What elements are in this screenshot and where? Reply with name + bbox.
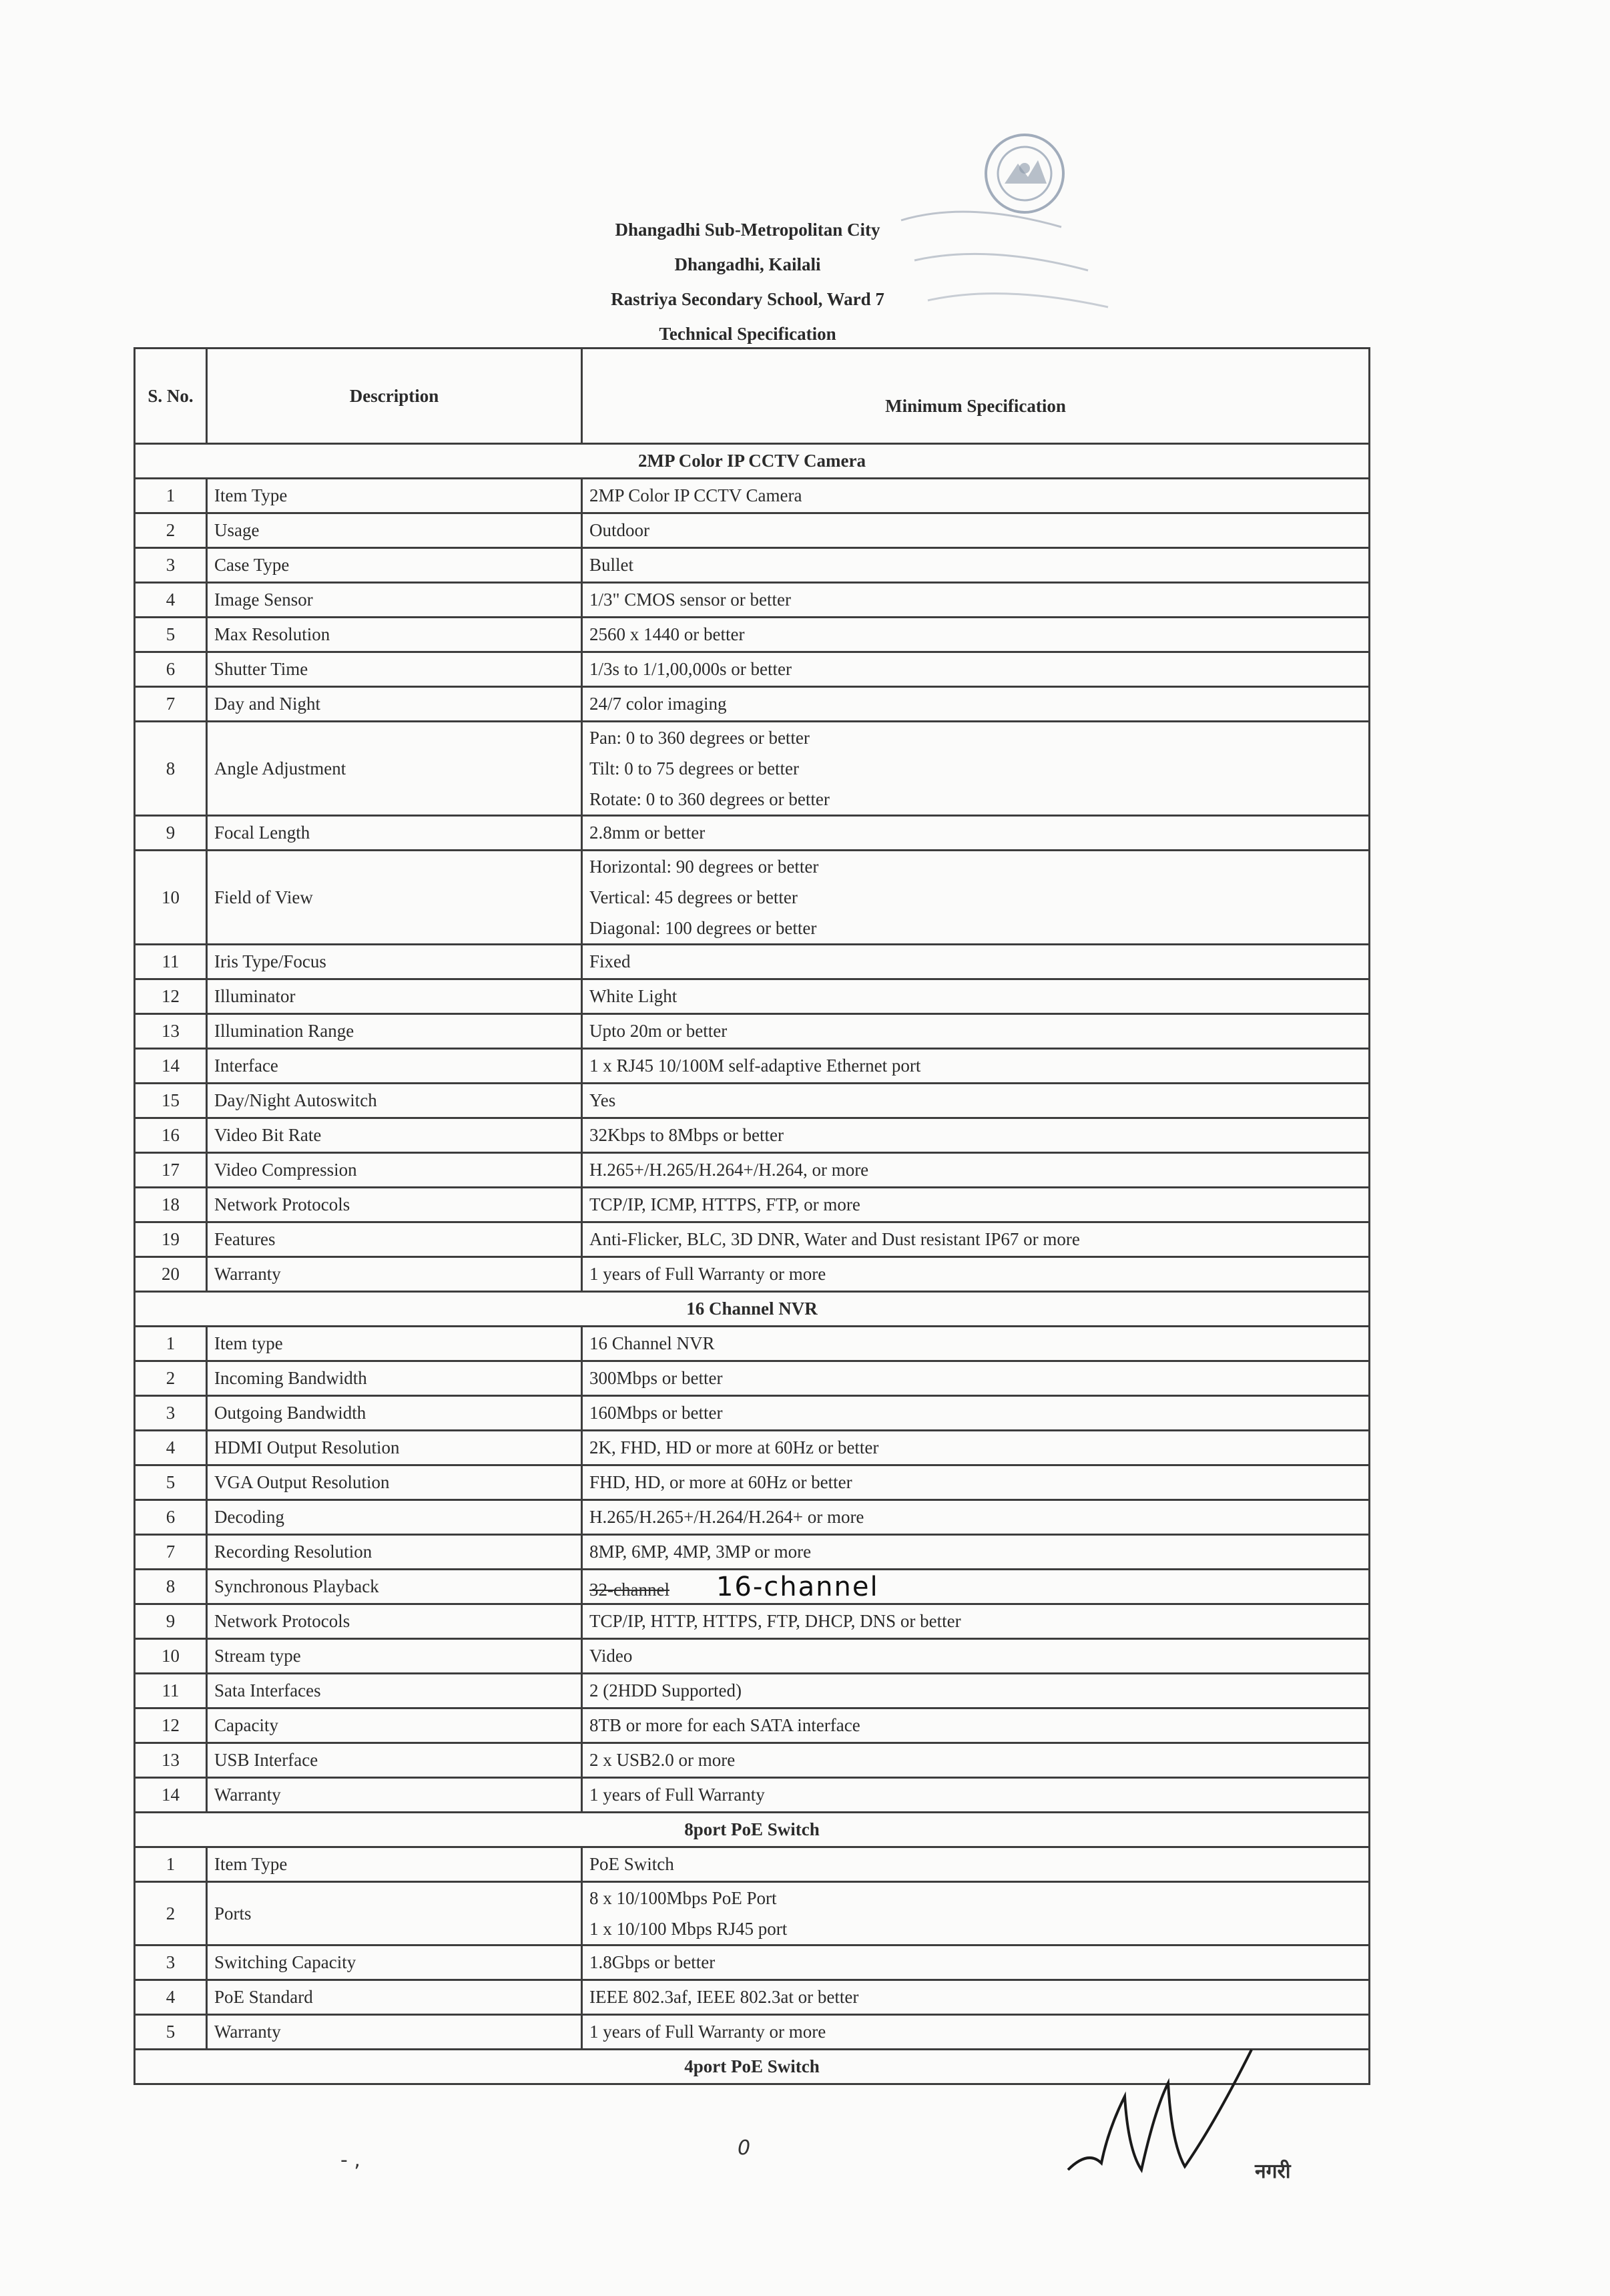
spec-cell: [582, 1882, 1370, 1945]
spec-line: Anti-Flicker, BLC, 3D DNR, Water and Dust resistant IP67 or more: [589, 1229, 1080, 1249]
column-header-description: Description: [207, 349, 582, 444]
spec-cell: [582, 1945, 1370, 1980]
description-cell: Warranty: [207, 2015, 582, 2050]
spec-line: 16 Channel NVR: [589, 1333, 715, 1353]
serial-number: 2: [135, 513, 207, 548]
spec-line: Upto 20m or better: [589, 1021, 728, 1041]
spec-line: 2 (2HDD Supported): [589, 1680, 742, 1700]
spec-line: Video: [589, 1646, 633, 1666]
spec-line: 1/3s to 1/1,00,000s or better: [589, 659, 792, 679]
table-row: [135, 1778, 1370, 1813]
spec-line: 2.8mm or better: [589, 823, 706, 843]
serial-number: 2: [135, 1882, 207, 1945]
spec-cell: [582, 1708, 1370, 1743]
serial-number: 2: [135, 1361, 207, 1396]
serial-number: 7: [135, 1535, 207, 1570]
spec-cell: [582, 1674, 1370, 1708]
spec-cell: [582, 479, 1370, 513]
spec-cell: [582, 851, 1370, 945]
serial-number: 17: [135, 1153, 207, 1188]
spec-cell: [582, 652, 1370, 687]
table-row: [135, 1847, 1370, 1882]
serial-number: 1: [135, 1327, 207, 1361]
serial-number: 4: [135, 1980, 207, 2015]
spec-cell: [582, 722, 1370, 816]
serial-number: 19: [135, 1222, 207, 1257]
spec-cell: [582, 1535, 1370, 1570]
description-cell: Iris Type/Focus: [207, 945, 582, 979]
spec-line: 1 years of Full Warranty or more: [589, 1264, 826, 1284]
serial-number: 5: [135, 2015, 207, 2050]
spec-cell: [582, 618, 1370, 652]
description-cell: Day/Night Autoswitch: [207, 1084, 582, 1118]
table-row: [135, 1708, 1370, 1743]
table-header-row: [135, 349, 1370, 444]
description-cell: Day and Night: [207, 687, 582, 722]
spec-cell: [582, 979, 1370, 1014]
serial-number: 4: [135, 1431, 207, 1465]
spec-line: Tilt: 0 to 75 degrees or better: [589, 758, 799, 778]
serial-number: 9: [135, 816, 207, 851]
serial-number: 6: [135, 1500, 207, 1535]
serial-number: 8: [135, 1570, 207, 1604]
section-title: 4port PoE Switch: [135, 2050, 1370, 2084]
spec-table-body: [135, 444, 1370, 2084]
spec-line: 8MP, 6MP, 4MP, 3MP or more: [589, 1542, 812, 1562]
spec-line: 2 x USB2.0 or more: [589, 1750, 736, 1770]
spec-cell: [582, 1049, 1370, 1084]
description-cell: Interface: [207, 1049, 582, 1084]
serial-number: 5: [135, 1465, 207, 1500]
spec-cell: [582, 1118, 1370, 1153]
description-cell: Synchronous Playback: [207, 1570, 582, 1604]
description-cell: Video Compression: [207, 1153, 582, 1188]
spec-line: 1 x RJ45 10/100M self-adaptive Ethernet port: [589, 1056, 921, 1076]
spec-cell: [582, 1257, 1370, 1292]
table-row: [135, 548, 1370, 583]
spec-line: White Light: [589, 986, 678, 1006]
description-cell: Decoding: [207, 1500, 582, 1535]
spec-line: Horizontal: 90 degrees or better: [589, 857, 819, 877]
description-cell: Shutter Time: [207, 652, 582, 687]
table-row: [135, 979, 1370, 1014]
spec-cell: [582, 1604, 1370, 1639]
spec-line: 24/7 color imaging: [589, 694, 727, 714]
section-row: [135, 444, 1370, 479]
description-cell: Video Bit Rate: [207, 1118, 582, 1153]
spec-line: TCP/IP, ICMP, HTTPS, FTP, or more: [589, 1194, 860, 1214]
spec-cell: [582, 1188, 1370, 1222]
serial-number: 10: [135, 851, 207, 945]
spec-line: Fixed: [589, 951, 631, 971]
spec-line: IEEE 802.3af, IEEE 802.3at or better: [589, 1987, 859, 2007]
footer-stamp-fragment: नगरी: [1255, 2160, 1291, 2183]
table-row: [135, 1188, 1370, 1222]
description-cell: Warranty: [207, 1257, 582, 1292]
description-cell: Focal Length: [207, 816, 582, 851]
spec-cell: [582, 1431, 1370, 1465]
table-row: [135, 1570, 1370, 1604]
table-row: [135, 1945, 1370, 1980]
section-title: 16 Channel NVR: [135, 1292, 1370, 1327]
spec-cell: [582, 548, 1370, 583]
spec-line: Vertical: 45 degrees or better: [589, 887, 798, 907]
description-cell: VGA Output Resolution: [207, 1465, 582, 1500]
serial-number: 14: [135, 1049, 207, 1084]
spec-cell: [582, 1361, 1370, 1396]
serial-number: 20: [135, 1257, 207, 1292]
serial-number: 13: [135, 1743, 207, 1778]
table-row: [135, 687, 1370, 722]
spec-cell: [582, 1327, 1370, 1361]
description-cell: Angle Adjustment: [207, 722, 582, 816]
table-row: [135, 1396, 1370, 1431]
spec-line: 2560 x 1440 or better: [589, 624, 745, 644]
spec-table: [133, 347, 1370, 2085]
description-cell: Usage: [207, 513, 582, 548]
serial-number: 11: [135, 1674, 207, 1708]
spec-cell: [582, 945, 1370, 979]
signature-icon: [1061, 2043, 1262, 2183]
spec-line: 2MP Color IP CCTV Camera: [589, 485, 802, 505]
spec-line: TCP/IP, HTTP, HTTPS, FTP, DHCP, DNS or better: [589, 1611, 961, 1631]
section-row: [135, 1813, 1370, 1847]
spec-line: 2K, FHD, HD or more at 60Hz or better: [589, 1437, 879, 1457]
description-cell: Recording Resolution: [207, 1535, 582, 1570]
spec-cell: [582, 1084, 1370, 1118]
spec-line: 1 years of Full Warranty: [589, 1785, 765, 1805]
serial-number: 3: [135, 1945, 207, 1980]
spec-line: 32Kbps to 8Mbps or better: [589, 1125, 784, 1145]
description-cell: Outgoing Bandwidth: [207, 1396, 582, 1431]
table-row: [135, 1639, 1370, 1674]
table-row: [135, 513, 1370, 548]
spec-cell: [582, 513, 1370, 548]
table-row: [135, 1222, 1370, 1257]
description-cell: Case Type: [207, 548, 582, 583]
spec-line: Diagonal: 100 degrees or better: [589, 918, 817, 938]
header-municipality: Dhangadhi Sub-Metropolitan City: [615, 220, 880, 240]
spec-line: PoE Switch: [589, 1854, 674, 1874]
spec-cell: [582, 1500, 1370, 1535]
table-row: [135, 1604, 1370, 1639]
header-school: Rastriya Secondary School, Ward 7: [611, 289, 884, 309]
spec-line: Bullet: [589, 555, 633, 575]
table-row: [135, 1153, 1370, 1188]
spec-cell: [582, 1396, 1370, 1431]
description-cell: Network Protocols: [207, 1604, 582, 1639]
description-cell: Capacity: [207, 1708, 582, 1743]
description-cell: Ports: [207, 1882, 582, 1945]
description-cell: Warranty: [207, 1778, 582, 1813]
description-cell: Stream type: [207, 1639, 582, 1674]
spec-line: FHD, HD, or more at 60Hz or better: [589, 1472, 852, 1492]
header-location: Dhangadhi, Kailali: [674, 254, 821, 274]
description-cell: Sata Interfaces: [207, 1674, 582, 1708]
description-cell: Illumination Range: [207, 1014, 582, 1049]
spec-line: 1/3" CMOS sensor or better: [589, 590, 791, 610]
table-row: [135, 1465, 1370, 1500]
spec-cell: [582, 583, 1370, 618]
table-row: [135, 583, 1370, 618]
spec-cell: [582, 1639, 1370, 1674]
spec-line: 8TB or more for each SATA interface: [589, 1715, 860, 1735]
spec-line: 1 years of Full Warranty or more: [589, 2022, 826, 2042]
serial-number: 14: [135, 1778, 207, 1813]
header-title: Technical Specification: [659, 324, 836, 344]
section-title: 2MP Color IP CCTV Camera: [135, 444, 1370, 479]
spec-line: H.265+/H.265/H.264+/H.264, or more: [589, 1160, 869, 1180]
serial-number: 6: [135, 652, 207, 687]
serial-number: 3: [135, 548, 207, 583]
spec-cell: [582, 1465, 1370, 1500]
spec-cell: [582, 1570, 1370, 1604]
description-cell: Max Resolution: [207, 618, 582, 652]
table-row: [135, 1327, 1370, 1361]
serial-number: 8: [135, 722, 207, 816]
serial-number: 12: [135, 1708, 207, 1743]
document-header: [507, 212, 988, 351]
table-row: [135, 1431, 1370, 1465]
serial-number: 7: [135, 687, 207, 722]
section-title: 8port PoE Switch: [135, 1813, 1370, 1847]
spec-line: 300Mbps or better: [589, 1368, 723, 1388]
column-header-spec: Minimum Specification: [582, 349, 1370, 444]
spec-cell: [582, 816, 1370, 851]
spec-cell: [582, 1847, 1370, 1882]
description-cell: Illuminator: [207, 979, 582, 1014]
table-row: [135, 722, 1370, 816]
spec-line: 1.8Gbps or better: [589, 1952, 716, 1972]
table-row: [135, 851, 1370, 945]
table-row: [135, 1118, 1370, 1153]
table-row: [135, 1084, 1370, 1118]
serial-number: 4: [135, 583, 207, 618]
column-header-sn: S. No.: [135, 349, 207, 444]
description-cell: Incoming Bandwidth: [207, 1361, 582, 1396]
spec-line: Pan: 0 to 360 degrees or better: [589, 728, 810, 748]
table-row: [135, 1049, 1370, 1084]
spec-cell: [582, 1222, 1370, 1257]
spec-line: H.265/H.265+/H.264/H.264+ or more: [589, 1507, 864, 1527]
spec-cell: [582, 1980, 1370, 2015]
description-cell: Features: [207, 1222, 582, 1257]
table-row: [135, 1980, 1370, 2015]
table-row: [135, 1014, 1370, 1049]
serial-number: 5: [135, 618, 207, 652]
table-row: [135, 816, 1370, 851]
description-cell: Item Type: [207, 1847, 582, 1882]
serial-number: 13: [135, 1014, 207, 1049]
spec-cell: [582, 1743, 1370, 1778]
spec-line: 8 x 10/100Mbps PoE Port: [589, 1888, 777, 1908]
serial-number: 15: [135, 1084, 207, 1118]
description-cell: Field of View: [207, 851, 582, 945]
serial-number: 11: [135, 945, 207, 979]
serial-number: 16: [135, 1118, 207, 1153]
table-row: [135, 652, 1370, 687]
table-row: [135, 1743, 1370, 1778]
serial-number: 1: [135, 1847, 207, 1882]
spec-cell: [582, 1014, 1370, 1049]
table-row: [135, 1361, 1370, 1396]
description-cell: Item Type: [207, 479, 582, 513]
spec-cell: [582, 1153, 1370, 1188]
spec-cell: [582, 687, 1370, 722]
spec-cell: [582, 1778, 1370, 1813]
spec-line: 1 x 10/100 Mbps RJ45 port: [589, 1919, 788, 1939]
spec-line: Outdoor: [589, 520, 649, 540]
serial-number: 9: [135, 1604, 207, 1639]
description-cell: Switching Capacity: [207, 1945, 582, 1980]
spec-line: 32-channel: [589, 1579, 669, 1600]
description-cell: Item type: [207, 1327, 582, 1361]
spec-line: Rotate: 0 to 360 degrees or better: [589, 789, 830, 809]
serial-number: 12: [135, 979, 207, 1014]
spec-line: 160Mbps or better: [589, 1403, 723, 1423]
description-cell: Network Protocols: [207, 1188, 582, 1222]
description-cell: HDMI Output Resolution: [207, 1431, 582, 1465]
spec-line: Yes: [589, 1090, 616, 1110]
table-row: [135, 479, 1370, 513]
serial-number: 3: [135, 1396, 207, 1431]
table-row: [135, 618, 1370, 652]
table-row: [135, 1674, 1370, 1708]
table-row: [135, 945, 1370, 979]
table-row: [135, 1257, 1370, 1292]
footer-marks: - ,: [340, 2148, 360, 2172]
description-cell: USB Interface: [207, 1743, 582, 1778]
handwritten-correction: 16-channel: [716, 1571, 879, 1602]
serial-number: 1: [135, 479, 207, 513]
serial-number: 10: [135, 1639, 207, 1674]
table-row: [135, 1535, 1370, 1570]
description-cell: PoE Standard: [207, 1980, 582, 2015]
table-row: [135, 1882, 1370, 1945]
serial-number: 18: [135, 1188, 207, 1222]
description-cell: Image Sensor: [207, 583, 582, 618]
footer-page-mark: 0: [738, 2136, 751, 2160]
table-row: [135, 1500, 1370, 1535]
section-row: [135, 1292, 1370, 1327]
